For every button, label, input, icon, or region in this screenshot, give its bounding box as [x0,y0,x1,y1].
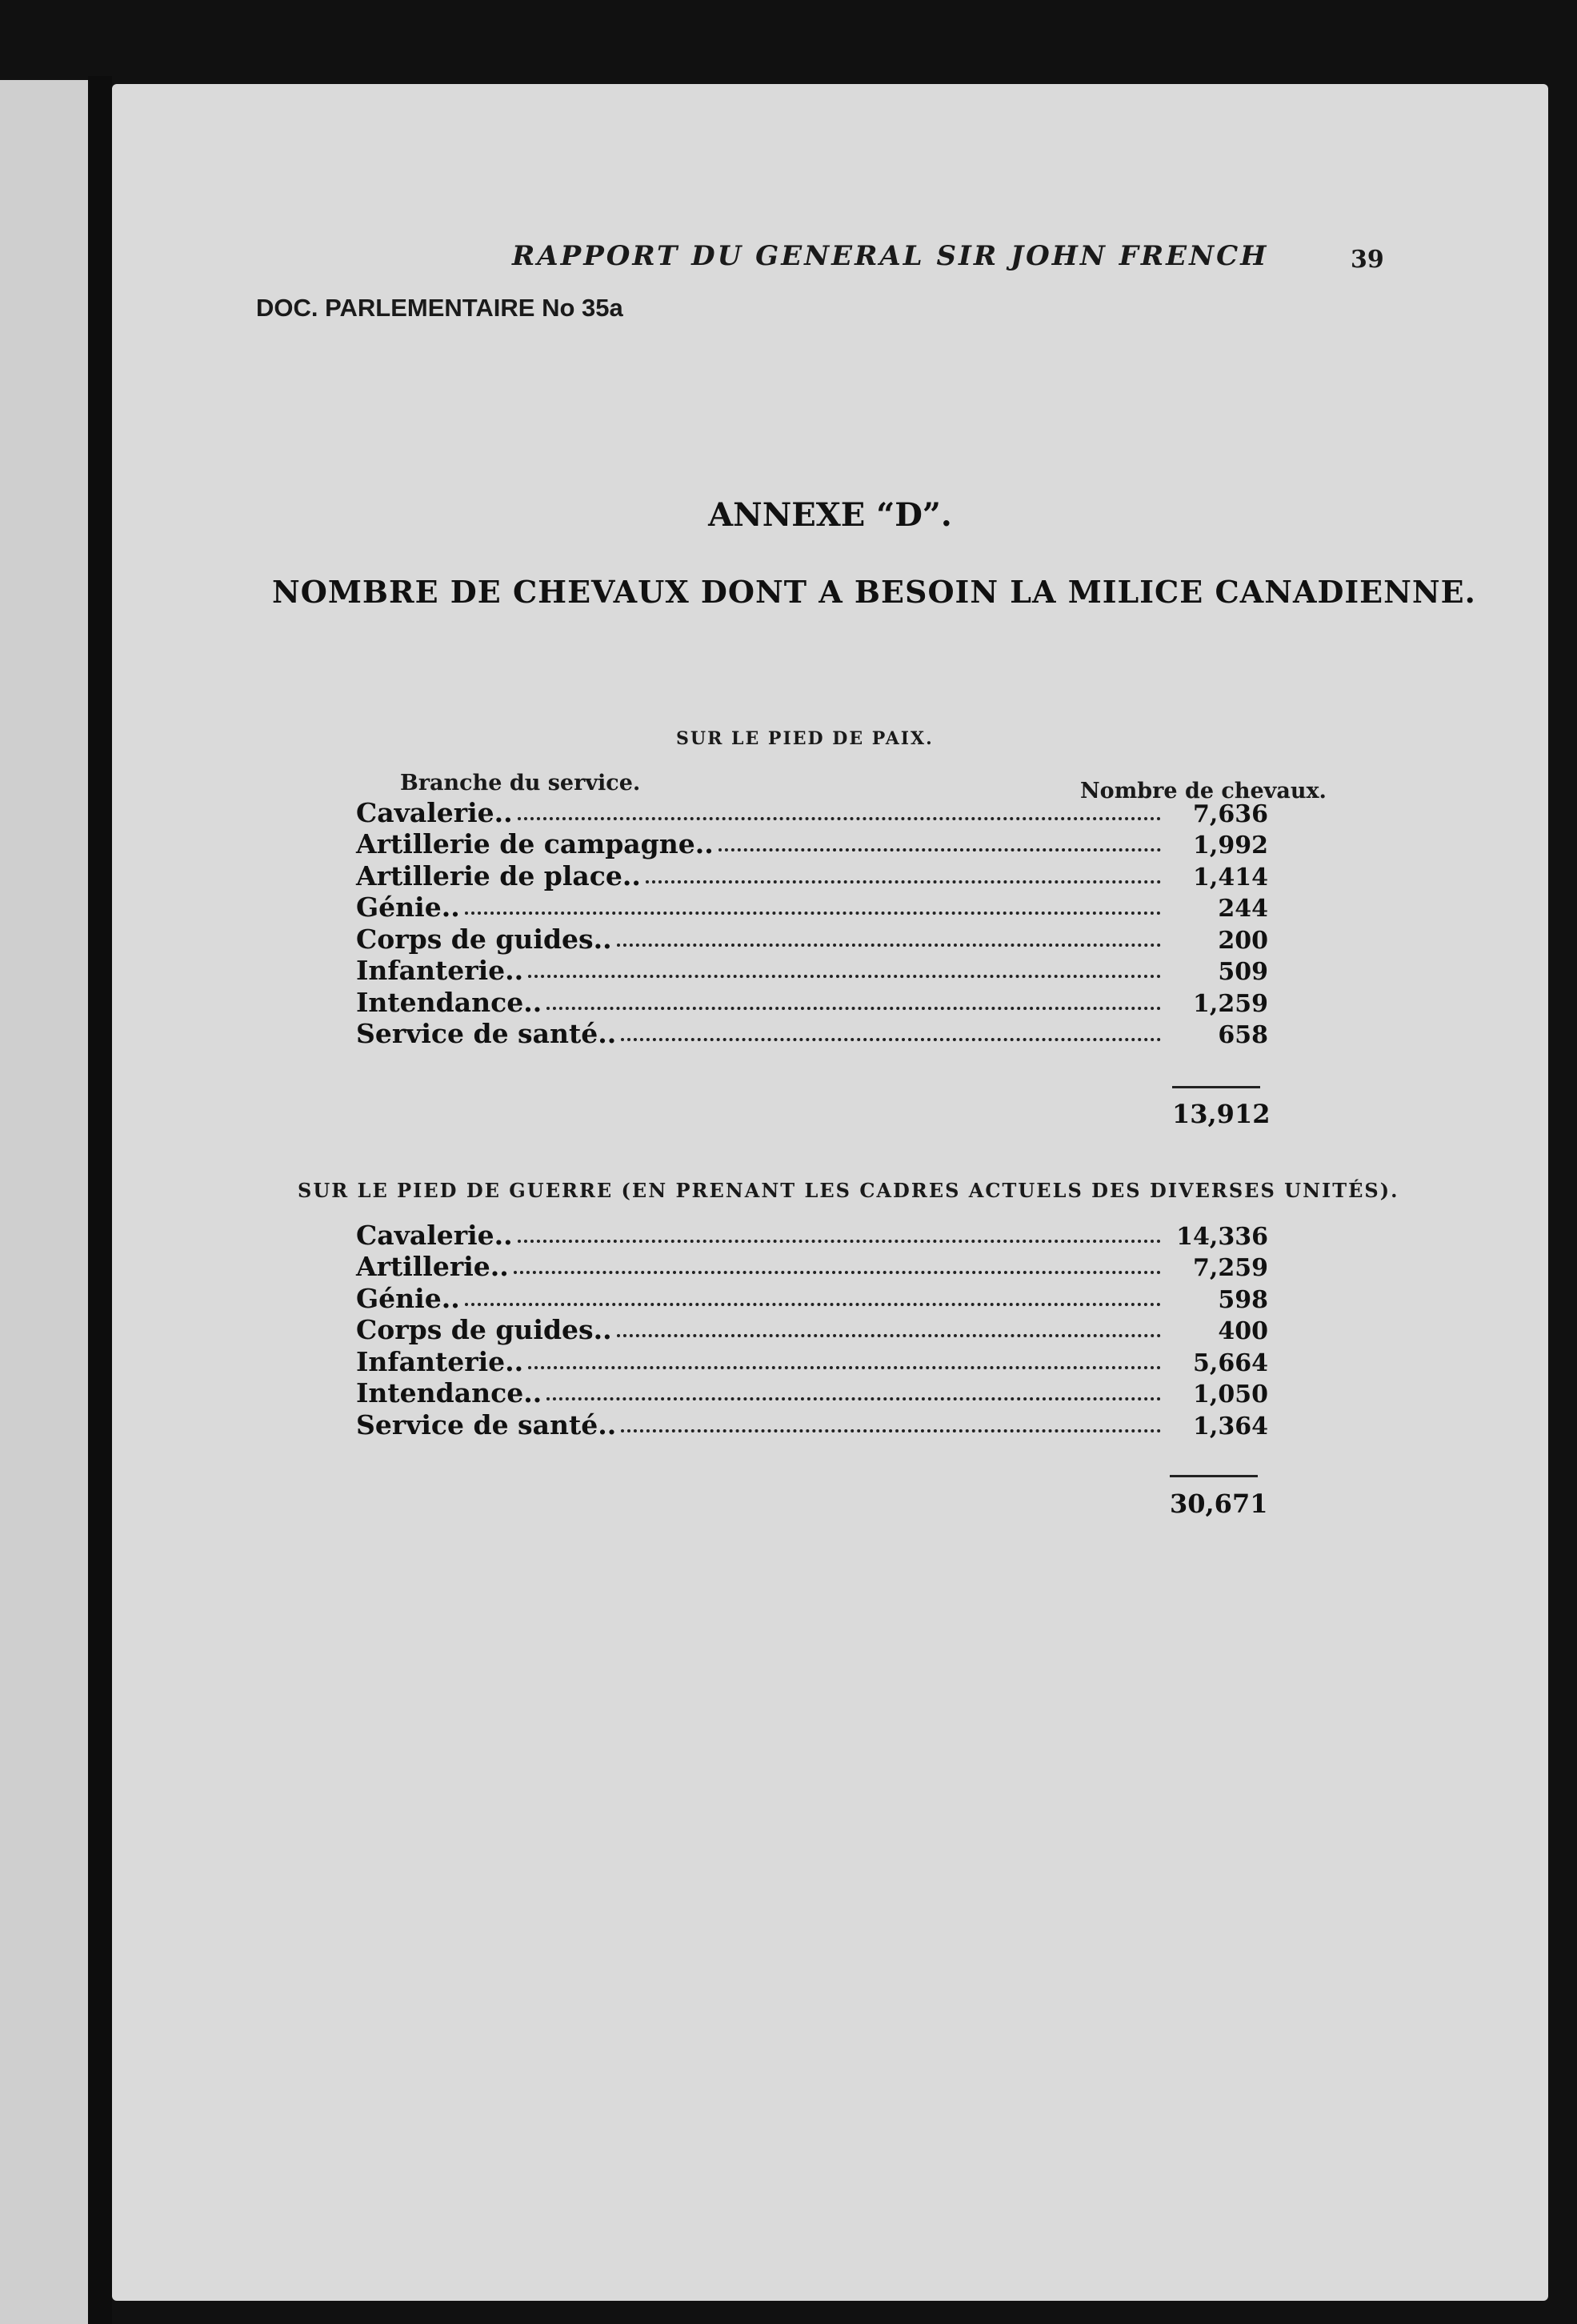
document-reference: DOC. PARLEMENTAIRE No 35a [256,294,623,322]
table-row [356,796,1268,828]
row-value: 1,992 [1193,831,1268,859]
row-label: Artillerie.. [356,1251,509,1282]
war-table [356,1219,1268,1440]
table-row [356,1018,1268,1050]
row-value: 509 [1218,958,1268,986]
table-row [356,955,1268,987]
table-row [356,1251,1268,1283]
table-row [356,1314,1268,1346]
table-row [356,1345,1268,1377]
table-row [356,986,1268,1018]
peace-table [356,796,1268,1049]
row-value: 598 [1218,1285,1268,1314]
main-title: NOMBRE DE CHEVAUX DONT A BESOIN LA MILICE CANADIENNE. [272,574,1476,610]
row-label: Infanterie.. [356,1345,524,1377]
row-value: 1,259 [1193,989,1268,1018]
book-gutter [88,76,112,2324]
annex-title: ANNEXE “D”. [708,496,952,534]
row-label: Service de santé.. [356,1018,617,1049]
row-label: Génie.. [356,892,460,923]
row-value: 1,414 [1193,863,1268,892]
row-label: Intendance.. [356,1377,542,1408]
row-value: 5,664 [1193,1348,1268,1377]
total-rule [1170,1475,1258,1477]
row-value: 244 [1218,895,1268,923]
running-head: RAPPORT DU GENERAL SIR JOHN FRENCH [512,240,1269,272]
branch-column-header: Branche du service. [400,771,641,795]
row-label: Infanterie.. [356,955,524,986]
table-row [356,828,1268,860]
row-value: 1,364 [1193,1412,1268,1440]
row-value: 400 [1218,1317,1268,1345]
row-value: 7,636 [1193,799,1268,828]
table-row [356,923,1268,955]
row-label: Artillerie de campagne.. [356,828,714,859]
row-label: Corps de guides.. [356,923,612,955]
row-label: Génie.. [356,1282,460,1314]
row-label: Corps de guides.. [356,1314,612,1345]
table-row [356,892,1268,924]
war-total: 30,671 [1170,1489,1268,1519]
row-value: 14,336 [1176,1222,1268,1251]
row-label: Artillerie de place.. [356,859,641,892]
row-value: 658 [1218,1021,1268,1049]
row-label: Cavalerie.. [356,1219,513,1251]
peace-total: 13,912 [1172,1099,1271,1129]
row-label: Service de santé.. [356,1408,617,1440]
peace-section-heading: SUR LE PIED DE PAIX. [676,728,934,749]
row-value: 1,050 [1193,1380,1268,1408]
row-value: 7,259 [1193,1254,1268,1282]
table-row [356,1219,1268,1251]
table-row [356,1282,1268,1314]
table-row [356,1408,1268,1440]
number-column-header: Nombre de chevaux. [1080,779,1327,803]
table-row [356,859,1268,892]
row-label: Intendance.. [356,986,542,1018]
row-value: 200 [1218,926,1268,955]
document-page [112,84,1548,2301]
war-section-heading: SUR LE PIED DE GUERRE (EN PRENANT LES CADRES ACTUELS DES DIVERSES UNITÉS). [298,1179,1399,1202]
row-label: Cavalerie.. [356,796,513,828]
table-row [356,1377,1268,1409]
total-rule [1172,1086,1260,1088]
adjacent-page-edge [0,80,88,2324]
page-number: 39 [1351,246,1384,274]
